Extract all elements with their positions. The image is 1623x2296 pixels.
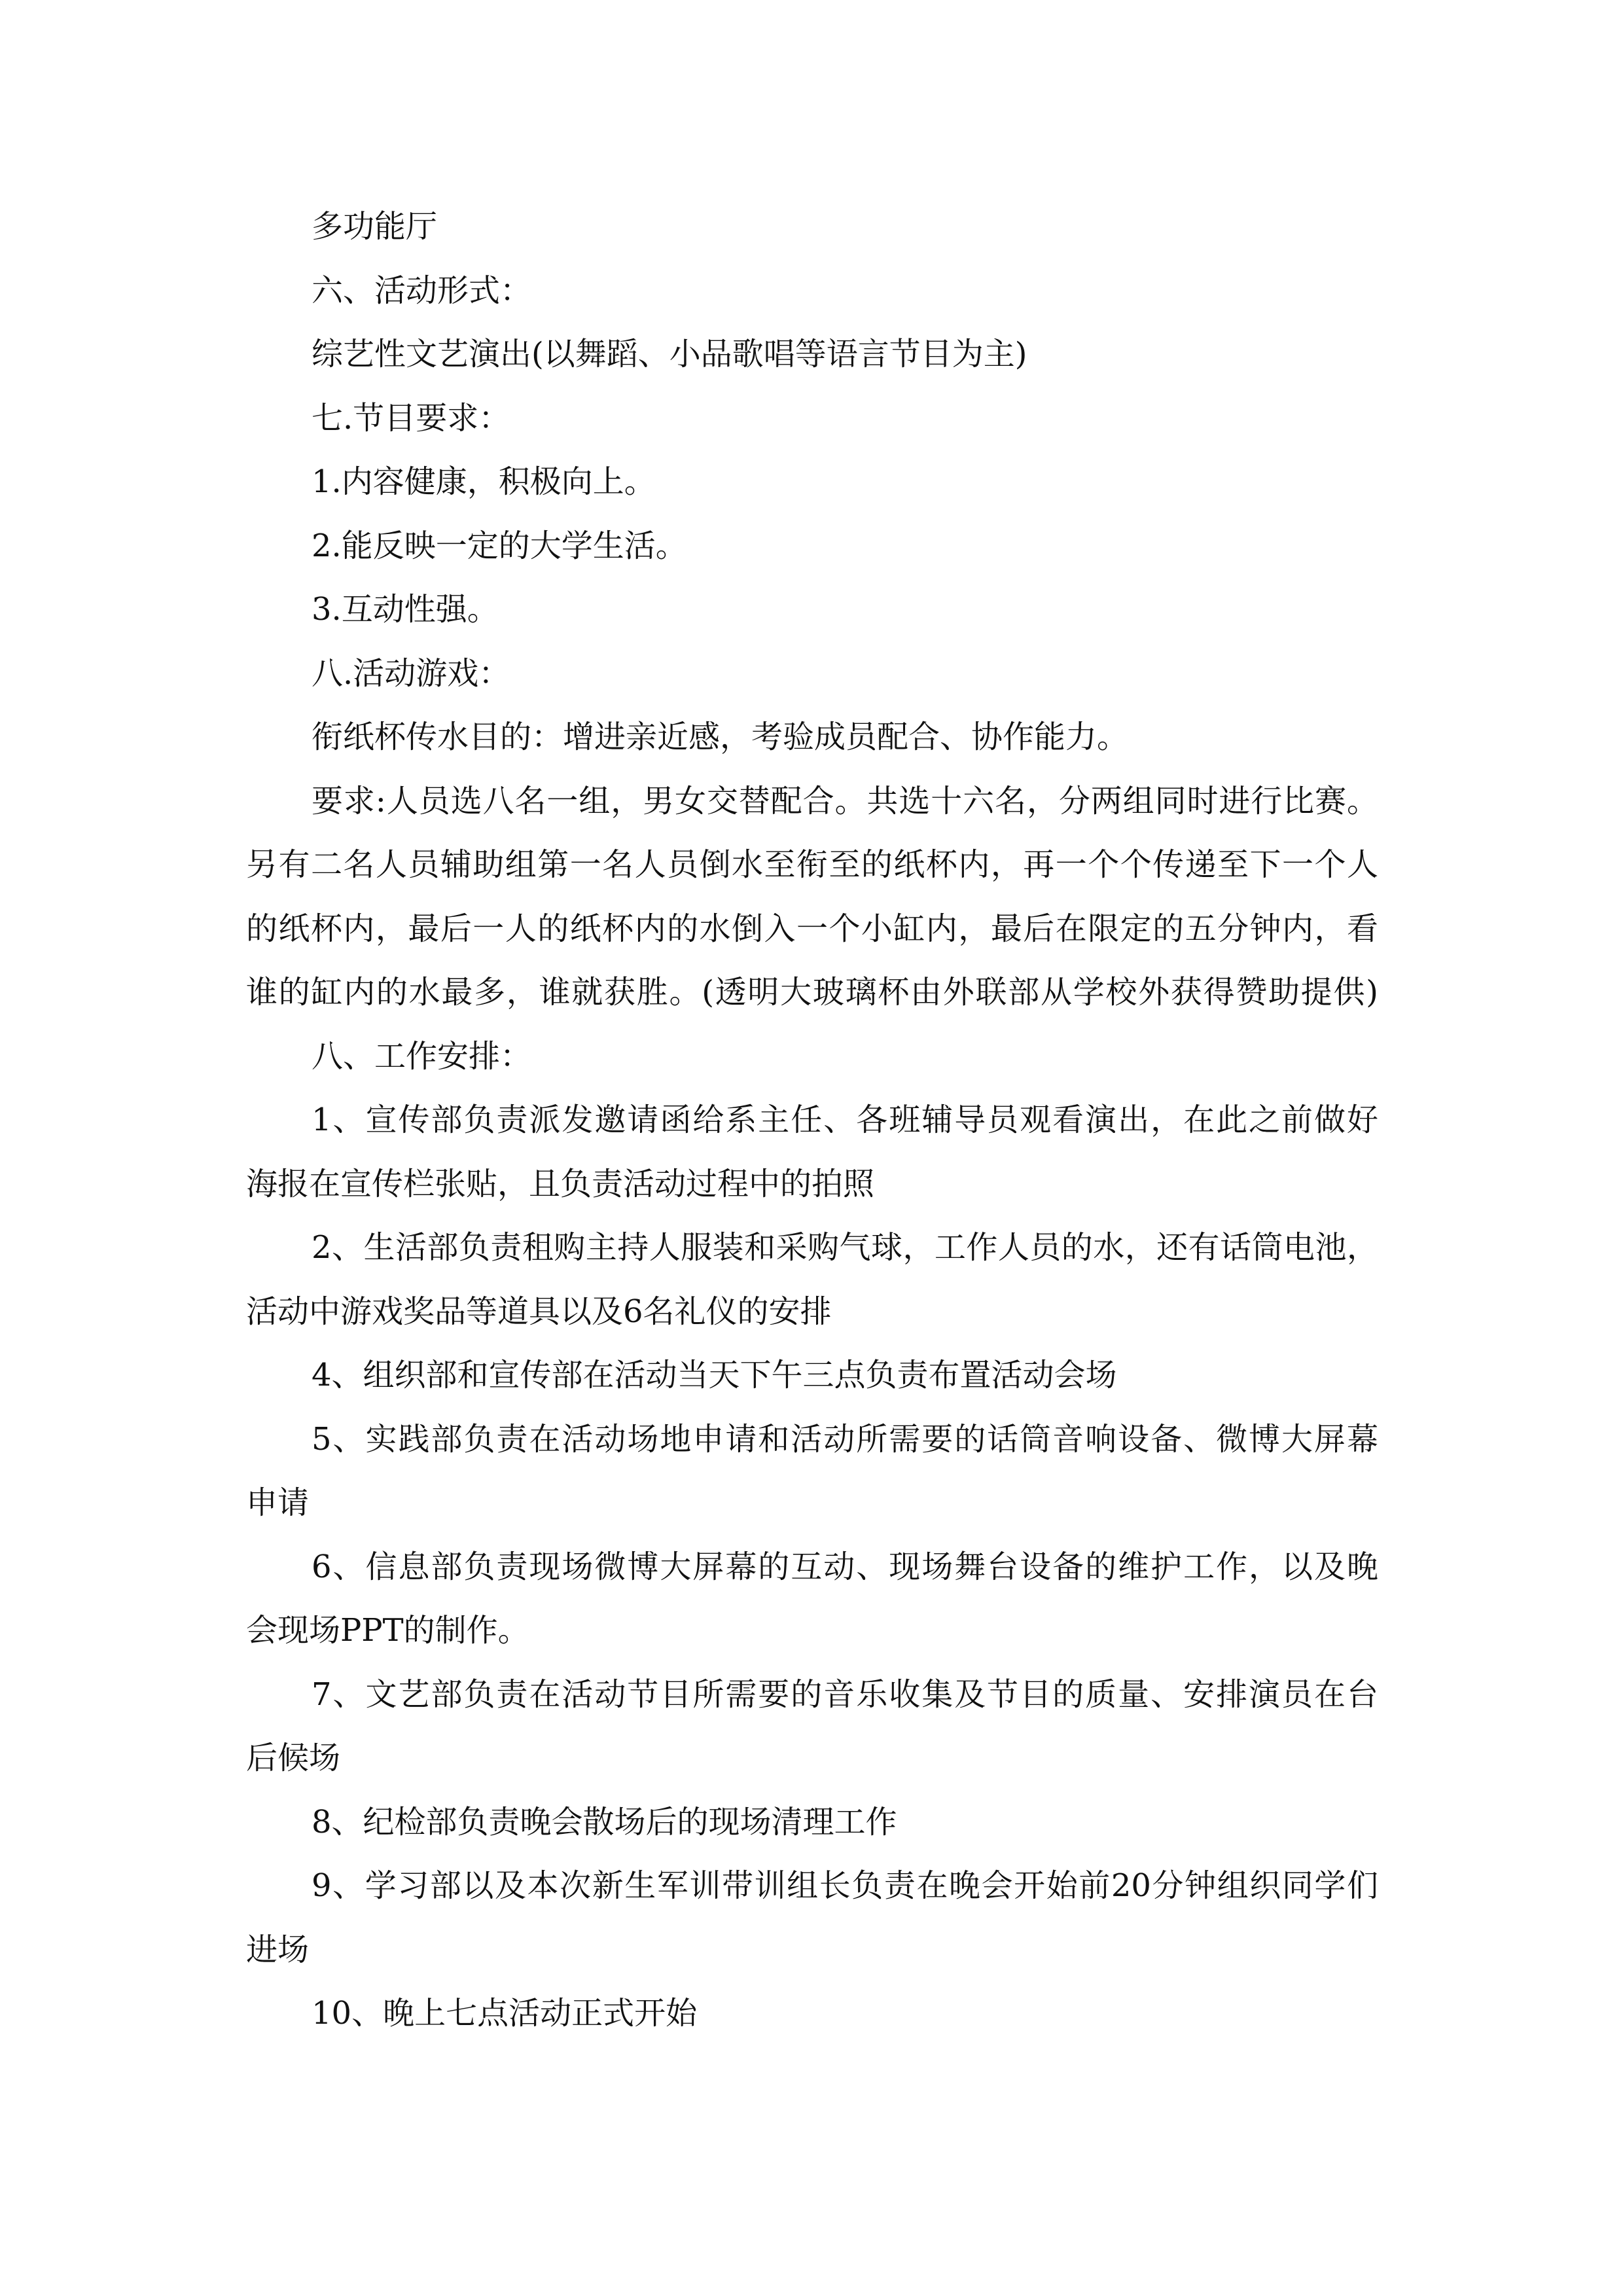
text-line: 进场 — [246, 1931, 310, 1968]
text-line: 1、宣传部负责派发邀请函给系主任、各班辅导员观看演出，在此之前做好 — [312, 1102, 1378, 1138]
text-line: 6、信息部负责现场微博大屏幕的互动、现场舞台设备的维护工作，以及晚 — [312, 1548, 1378, 1585]
text-line: 5、实践部负责在活动场地申请和活动所需要的话筒音响设备、微博大屏幕 — [312, 1420, 1378, 1458]
text-line: 的纸杯内，最后一人的纸杯内的水倒入一个小缸内，最后在限定的五分钟内，看 — [246, 910, 1378, 947]
text-line: 3.互动性强。 — [312, 591, 499, 628]
text-line: 六、活动形式： — [312, 272, 532, 309]
text-line: 谁的缸内的水最多，谁就获胜。(透明大玻璃杯由外联部从学校外获得赞助提供) — [246, 974, 1378, 1011]
text-line: 1.内容健康，积极向上。 — [312, 463, 656, 500]
text-line: 要求:人员选八名一组，男女交替配合。共选十六名，分两组同时进行比赛。 — [312, 782, 1378, 819]
text-line: 后候场 — [246, 1740, 341, 1776]
text-line: 会现场PPT的制作。 — [246, 1612, 529, 1649]
text-line: 八、工作安排： — [312, 1037, 532, 1075]
document-page — [246, 195, 1378, 2046]
text-line: 8、纪检部负责晚会散场后的现场清理工作 — [312, 1803, 897, 1840]
text-line: 另有二名人员辅助组第一名人员倒水至衔至的纸杯内，再一个个传递至下一个人 — [246, 846, 1378, 883]
text-line: 多功能厅 — [312, 208, 438, 245]
text-line: 八.活动游戏： — [312, 655, 510, 692]
text-line: 9、学习部以及本次新生军训带训组长负责在晚会开始前20分钟组织同学们 — [312, 1867, 1378, 1904]
text-line: 申请 — [246, 1484, 310, 1521]
text-line: 七.节目要求： — [312, 399, 510, 437]
text-line: 海报在宣传栏张贴，且负责活动过程中的拍照 — [246, 1165, 875, 1202]
text-line: 2.能反映一定的大学生活。 — [312, 527, 687, 564]
text-line: 衔纸杯传水目的：增进亲近感，考验成员配合、协作能力。 — [312, 719, 1129, 755]
text-line: 4、组织部和宣传部在活动当天下午三点负责布置活动会场 — [312, 1357, 1117, 1393]
text-line: 综艺性文艺演出(以舞蹈、小品歌唱等语言节目为主) — [312, 336, 1027, 372]
text-line: 7、文艺部负责在活动节目所需要的音乐收集及节目的质量、安排演员在台 — [312, 1676, 1378, 1713]
text-line: 10、晚上七点活动正式开始 — [312, 1995, 698, 2032]
text-line: 活动中游戏奖品等道具以及6名礼仪的安排 — [246, 1293, 832, 1330]
text-line: 2、生活部负责租购主持人服装和采购气球，工作人员的水，还有话筒电池， — [312, 1229, 1378, 1266]
